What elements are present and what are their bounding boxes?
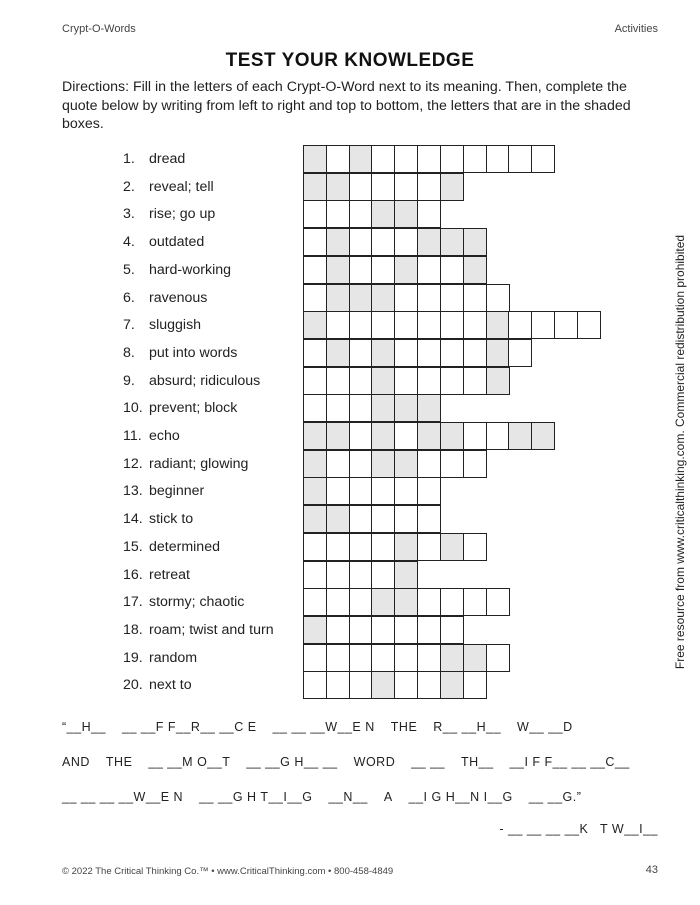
quote-word[interactable]: WORD	[353, 755, 396, 769]
clue-item	[123, 537, 220, 557]
shaded-letter-box[interactable]	[463, 256, 487, 284]
quote-word[interactable]: AND	[62, 755, 90, 769]
clue-number: 14.	[123, 511, 143, 528]
letter-box[interactable]	[371, 616, 395, 644]
shaded-letter-box[interactable]	[349, 284, 373, 312]
letter-box[interactable]	[440, 256, 464, 284]
letter-box[interactable]	[349, 311, 373, 339]
shaded-letter-box[interactable]	[371, 394, 395, 422]
grid-row	[303, 422, 554, 450]
clue-number: 5.	[123, 261, 135, 278]
shaded-letter-box[interactable]	[463, 644, 487, 672]
shaded-letter-box[interactable]	[326, 173, 350, 201]
letter-box[interactable]	[463, 588, 487, 616]
clue-number: 6.	[123, 289, 135, 306]
shaded-letter-box[interactable]	[417, 394, 441, 422]
letter-box[interactable]	[349, 477, 373, 505]
letter-box[interactable]	[394, 644, 418, 672]
clue-number: 1.	[123, 151, 135, 167]
clue-number: 4.	[123, 234, 135, 251]
clue-item	[123, 343, 237, 363]
clue-number: 15.	[123, 538, 143, 555]
grid-row	[303, 450, 486, 478]
letter-box[interactable]	[326, 367, 350, 395]
letter-box[interactable]	[303, 561, 327, 589]
letter-box[interactable]	[303, 284, 327, 312]
letter-box[interactable]	[349, 561, 373, 589]
letter-box[interactable]	[394, 367, 418, 395]
letter-box[interactable]	[394, 671, 418, 699]
letter-box[interactable]	[349, 200, 373, 228]
clue-text: absurd; ridiculous	[149, 372, 261, 389]
letter-box[interactable]	[303, 533, 327, 561]
letter-box[interactable]	[371, 533, 395, 561]
letter-box[interactable]	[349, 644, 373, 672]
shaded-letter-box[interactable]	[440, 671, 464, 699]
letter-box[interactable]	[326, 200, 350, 228]
grid-row	[303, 228, 486, 256]
shaded-letter-box[interactable]	[531, 422, 555, 450]
clue-item	[123, 565, 190, 585]
quote-word[interactable]: A	[383, 790, 393, 804]
letter-box[interactable]	[394, 505, 418, 533]
shaded-letter-box[interactable]	[326, 284, 350, 312]
quote-word[interactable]: __ __ __ __W__E N	[62, 790, 184, 804]
letter-box[interactable]	[486, 284, 510, 312]
clue-number: 13.	[123, 483, 143, 500]
letter-box[interactable]	[486, 644, 510, 672]
letter-box[interactable]	[326, 644, 350, 672]
letter-box[interactable]	[463, 671, 487, 699]
clue-text: put into words	[149, 344, 238, 361]
shaded-letter-box[interactable]	[303, 450, 327, 478]
page-title: TEST YOUR KNOWLEDGE	[225, 50, 475, 71]
page-number: 43	[645, 864, 658, 876]
letter-box[interactable]	[417, 533, 441, 561]
letter-box[interactable]	[486, 422, 510, 450]
quote-word[interactable]: __ __G H__ __	[246, 755, 338, 769]
clue-text: determined	[149, 538, 220, 555]
quote-word[interactable]: __ __F F__R__ __C E	[122, 720, 257, 734]
letter-box[interactable]	[463, 145, 487, 173]
shaded-letter-box[interactable]	[303, 311, 327, 339]
letter-box[interactable]	[326, 671, 350, 699]
clue-number: 17.	[123, 594, 143, 611]
letter-box[interactable]	[303, 200, 327, 228]
letter-box[interactable]	[394, 339, 418, 367]
letter-box[interactable]	[349, 450, 373, 478]
clue-text: beginner	[149, 483, 205, 500]
letter-box[interactable]	[349, 616, 373, 644]
letter-box[interactable]	[303, 339, 327, 367]
shaded-letter-box[interactable]	[326, 422, 350, 450]
shaded-letter-box[interactable]	[394, 561, 418, 589]
letter-box[interactable]	[349, 533, 373, 561]
letter-box[interactable]	[508, 339, 532, 367]
letter-box[interactable]	[303, 394, 327, 422]
letter-box[interactable]	[417, 311, 441, 339]
shaded-letter-box[interactable]	[394, 394, 418, 422]
clue-text: sluggish	[149, 317, 202, 334]
letter-box[interactable]	[417, 505, 441, 533]
letter-box[interactable]	[417, 367, 441, 395]
letter-box[interactable]	[440, 339, 464, 367]
grid-row	[303, 284, 508, 312]
clue-text: rise; go up	[149, 206, 216, 223]
quote-word[interactable]: THE	[105, 755, 133, 769]
clue-item	[123, 509, 193, 529]
clue-number: 10.	[123, 400, 143, 417]
clue-number: 20.	[123, 677, 143, 694]
shaded-letter-box[interactable]	[486, 339, 510, 367]
clue-number: 8.	[123, 344, 135, 361]
clue-text: roam; twist and turn	[149, 621, 274, 638]
grid-row	[303, 477, 440, 505]
letter-box[interactable]	[326, 588, 350, 616]
letter-box[interactable]	[349, 367, 373, 395]
letter-box[interactable]	[394, 145, 418, 173]
grid-row	[303, 533, 486, 561]
shaded-letter-box[interactable]	[371, 284, 395, 312]
letter-box[interactable]	[417, 339, 441, 367]
clue-item	[123, 648, 197, 668]
clue-item	[123, 260, 231, 280]
letter-box[interactable]	[394, 477, 418, 505]
letter-box[interactable]	[326, 311, 350, 339]
letter-box[interactable]	[326, 394, 350, 422]
letter-box[interactable]	[303, 644, 327, 672]
shaded-letter-box[interactable]	[440, 644, 464, 672]
letter-box[interactable]	[463, 367, 487, 395]
clue-item	[123, 398, 237, 418]
quote-word[interactable]: __N__	[328, 790, 368, 804]
letter-box[interactable]	[349, 228, 373, 256]
letter-box[interactable]	[440, 588, 464, 616]
quote-word[interactable]: __ __G H T__I__G	[199, 790, 313, 804]
shaded-letter-box[interactable]	[371, 588, 395, 616]
shaded-letter-box[interactable]	[303, 422, 327, 450]
letter-box[interactable]	[417, 450, 441, 478]
letter-box[interactable]	[394, 284, 418, 312]
letter-box[interactable]	[303, 588, 327, 616]
letter-box[interactable]	[554, 311, 578, 339]
quote-word[interactable]: __I G H__N I__G	[408, 790, 513, 804]
letter-box[interactable]	[440, 450, 464, 478]
letter-box[interactable]	[508, 145, 532, 173]
letter-box[interactable]	[349, 173, 373, 201]
shaded-letter-box[interactable]	[394, 588, 418, 616]
letter-box[interactable]	[440, 311, 464, 339]
clue-text: stormy; chaotic	[149, 594, 245, 611]
quote-word[interactable]: __ __ __W__E N	[272, 720, 375, 734]
quote-word[interactable]: __I F F__ __ __C__	[509, 755, 630, 769]
shaded-letter-box[interactable]	[303, 173, 327, 201]
grid-row	[303, 671, 486, 699]
letter-box[interactable]	[417, 200, 441, 228]
letter-box[interactable]	[349, 339, 373, 367]
header-left: Crypt-O-Words	[62, 23, 136, 35]
letter-box[interactable]	[531, 145, 555, 173]
grid-row	[303, 145, 554, 173]
quote-line	[62, 790, 597, 804]
clue-number: 2.	[123, 178, 135, 195]
quote-word[interactable]: TH__	[461, 755, 494, 769]
shaded-letter-box[interactable]	[326, 339, 350, 367]
letter-box[interactable]	[349, 256, 373, 284]
clue-item	[123, 315, 201, 335]
clue-text: prevent; block	[149, 400, 238, 417]
quote-line	[62, 755, 646, 769]
clue-text: radiant; glowing	[149, 455, 249, 472]
letter-box[interactable]	[440, 284, 464, 312]
clue-item	[123, 592, 244, 612]
clue-item	[123, 371, 260, 391]
grid-row	[303, 505, 440, 533]
shaded-letter-box[interactable]	[349, 145, 373, 173]
letter-box[interactable]	[371, 644, 395, 672]
grid-row	[303, 616, 463, 644]
clue-text: random	[149, 649, 198, 666]
letter-box[interactable]	[394, 173, 418, 201]
clue-text: stick to	[149, 511, 194, 528]
clue-number: 9.	[123, 372, 135, 389]
clue-item	[123, 454, 248, 474]
letter-box[interactable]	[326, 145, 350, 173]
shaded-letter-box[interactable]	[394, 533, 418, 561]
letter-box[interactable]	[349, 588, 373, 616]
letter-box[interactable]	[326, 477, 350, 505]
clue-text: hard-working	[149, 261, 232, 278]
letter-box[interactable]	[440, 145, 464, 173]
shaded-letter-box[interactable]	[394, 256, 418, 284]
grid-row	[303, 339, 531, 367]
shaded-letter-box[interactable]	[440, 422, 464, 450]
clue-item	[123, 675, 192, 695]
shaded-letter-box[interactable]	[371, 422, 395, 450]
quote-word[interactable]: __ __G.”	[528, 790, 582, 804]
clue-number: 7.	[123, 317, 135, 334]
letter-box[interactable]	[371, 505, 395, 533]
letter-box[interactable]	[303, 228, 327, 256]
letter-box[interactable]	[371, 477, 395, 505]
quote-word[interactable]: W__ __D	[517, 720, 573, 734]
clue-item	[123, 232, 204, 252]
letter-box[interactable]	[326, 561, 350, 589]
clue-text: reveal; tell	[149, 178, 214, 195]
shaded-letter-box[interactable]	[326, 505, 350, 533]
grid-row	[303, 256, 486, 284]
letter-box[interactable]	[394, 422, 418, 450]
shaded-letter-box[interactable]	[303, 145, 327, 173]
letter-box[interactable]	[417, 284, 441, 312]
letter-box[interactable]	[371, 228, 395, 256]
clue-number: 11.	[123, 428, 142, 444]
shaded-letter-box[interactable]	[508, 422, 532, 450]
clue-item	[123, 288, 207, 308]
clue-item	[123, 620, 274, 640]
letter-box[interactable]	[349, 671, 373, 699]
letter-box[interactable]	[463, 339, 487, 367]
grid-row	[303, 311, 600, 339]
letter-box[interactable]	[440, 367, 464, 395]
grid-row	[303, 588, 508, 616]
letter-box[interactable]	[303, 256, 327, 284]
quote-word[interactable]: R__ __H__	[433, 720, 502, 734]
letter-box[interactable]	[417, 256, 441, 284]
header-right: Activities	[614, 23, 658, 35]
quote-word[interactable]: __ __M O__T	[148, 755, 231, 769]
side-notice: Free resource from www.criticalthinking.com. Commercial redistribution prohibited	[673, 234, 687, 670]
quote-line	[62, 720, 589, 734]
clue-text: dread	[149, 151, 186, 167]
letter-box[interactable]	[394, 616, 418, 644]
shaded-letter-box[interactable]	[394, 200, 418, 228]
letter-box[interactable]	[463, 284, 487, 312]
shaded-letter-box[interactable]	[371, 200, 395, 228]
quote-attribution: - __ __ __ __K T W__I__	[499, 822, 658, 836]
letter-box[interactable]	[349, 505, 373, 533]
letter-box[interactable]	[394, 311, 418, 339]
grid-row	[303, 394, 440, 422]
letter-box[interactable]	[463, 450, 487, 478]
shaded-letter-box[interactable]	[486, 311, 510, 339]
shaded-letter-box[interactable]	[417, 228, 441, 256]
footer: © 2022 The Critical Thinking Co.™ • www.CriticalThinking.com • 800-458-4849	[62, 866, 394, 877]
clue-item	[123, 177, 214, 197]
shaded-letter-box[interactable]	[326, 256, 350, 284]
clue-text: ravenous	[149, 289, 208, 306]
letter-box[interactable]	[417, 671, 441, 699]
letter-box[interactable]	[371, 256, 395, 284]
shaded-letter-box[interactable]	[303, 616, 327, 644]
shaded-letter-box[interactable]	[463, 228, 487, 256]
letter-box[interactable]	[463, 422, 487, 450]
shaded-letter-box[interactable]	[440, 228, 464, 256]
grid-row	[303, 367, 508, 395]
letter-box[interactable]	[531, 311, 555, 339]
letter-box[interactable]	[349, 422, 373, 450]
grid-row	[303, 173, 463, 201]
letter-box[interactable]	[417, 588, 441, 616]
letter-box[interactable]	[486, 588, 510, 616]
clue-item	[123, 204, 215, 224]
clue-number: 16.	[123, 566, 143, 583]
clue-text: echo	[149, 428, 180, 444]
letter-box[interactable]	[326, 533, 350, 561]
letter-box[interactable]	[349, 394, 373, 422]
shaded-letter-box[interactable]	[440, 533, 464, 561]
letter-box[interactable]	[371, 311, 395, 339]
grid-row	[303, 200, 440, 228]
clue-number: 3.	[123, 206, 135, 223]
quote-word[interactable]: “__H__	[62, 720, 106, 734]
shaded-letter-box[interactable]	[303, 477, 327, 505]
quote-word[interactable]: THE	[390, 720, 418, 734]
letter-box[interactable]	[463, 533, 487, 561]
clue-item	[123, 426, 180, 446]
shaded-letter-box[interactable]	[303, 505, 327, 533]
grid-row	[303, 561, 417, 589]
letter-box[interactable]	[303, 367, 327, 395]
clue-number: 12.	[123, 455, 143, 472]
letter-box[interactable]	[417, 616, 441, 644]
clue-text: retreat	[149, 566, 191, 583]
shaded-letter-box[interactable]	[394, 450, 418, 478]
shaded-letter-box[interactable]	[326, 228, 350, 256]
letter-box[interactable]	[417, 477, 441, 505]
shaded-letter-box[interactable]	[440, 173, 464, 201]
letter-box[interactable]	[440, 616, 464, 644]
clue-item	[123, 149, 185, 169]
grid-row	[303, 644, 508, 672]
clue-number: 18.	[123, 621, 143, 638]
shaded-letter-box[interactable]	[417, 422, 441, 450]
letter-box[interactable]	[394, 228, 418, 256]
clue-number: 19.	[123, 649, 143, 666]
letter-box[interactable]	[371, 145, 395, 173]
directions: Directions: Fill in the letters of each Crypt-O-Word next to its meaning. Then, complete the quote below by writing from left to right and top to bottom, the letters that are in the shaded boxes.	[62, 79, 631, 132]
letter-box[interactable]	[303, 671, 327, 699]
letter-box[interactable]	[417, 173, 441, 201]
clue-text: outdated	[149, 234, 205, 251]
letter-box[interactable]	[326, 450, 350, 478]
shaded-letter-box[interactable]	[486, 367, 510, 395]
letter-box[interactable]	[326, 616, 350, 644]
letter-box[interactable]	[417, 145, 441, 173]
letter-box[interactable]	[463, 311, 487, 339]
letter-box[interactable]	[417, 644, 441, 672]
clue-item	[123, 481, 204, 501]
shaded-letter-box[interactable]	[371, 671, 395, 699]
letter-box[interactable]	[371, 173, 395, 201]
letter-box[interactable]	[486, 145, 510, 173]
quote-word[interactable]: __ __	[411, 755, 445, 769]
shaded-letter-box[interactable]	[371, 367, 395, 395]
letter-box[interactable]	[371, 561, 395, 589]
shaded-letter-box[interactable]	[371, 450, 395, 478]
shaded-letter-box[interactable]	[371, 339, 395, 367]
letter-box[interactable]	[508, 311, 532, 339]
letter-box[interactable]	[577, 311, 601, 339]
clue-text: next to	[149, 677, 192, 694]
